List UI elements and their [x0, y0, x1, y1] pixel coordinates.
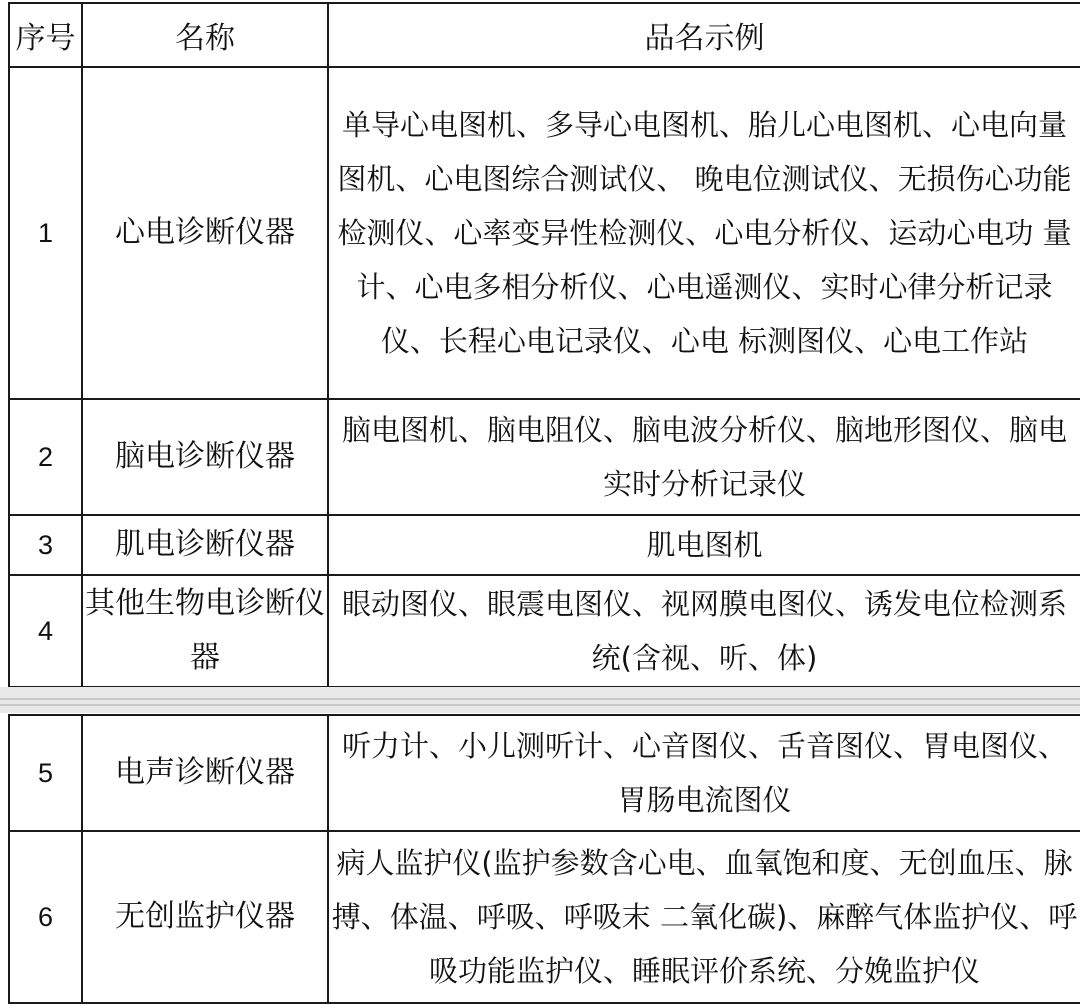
row-name: 电声诊断仪器	[82, 715, 328, 831]
row-name: 肌电诊断仪器	[82, 515, 328, 575]
table-row	[9, 399, 1080, 515]
row-examples: 眼动图仪、眼震电图仪、视网膜电图仪、诱发电位检测系统(含视、听、体)	[328, 575, 1080, 687]
table-row	[9, 715, 1080, 831]
header-name: 名称	[82, 3, 328, 67]
table-row	[9, 575, 1080, 687]
table-row	[9, 515, 1080, 575]
row-no: 5	[9, 715, 82, 831]
table-row	[9, 831, 1080, 1003]
row-examples: 单导心电图机、多导心电图机、胎儿心电图机、心电向量图机、心电图综合测试仪、 晚电位测试仪、无损伤心功能检测仪、心率变异性检测仪、心电分析仪、运动心电功 量计、心电多相分析仪、心电遥测仪、实时心律分析记录仪、长程心电记录仪、心电 标测图仪、心电工作站	[328, 67, 1080, 399]
table-header-row	[9, 3, 1080, 67]
row-name: 其他生物电诊断仪器	[82, 575, 328, 687]
device-table-part-2	[8, 714, 1080, 1004]
page-break-divider	[0, 687, 1080, 713]
row-name: 无创监护仪器	[82, 831, 328, 1003]
row-no: 3	[9, 515, 82, 575]
table-row	[9, 67, 1080, 399]
device-table-part-1	[8, 2, 1080, 688]
page-break-line	[0, 698, 1080, 700]
row-no: 4	[9, 575, 82, 687]
header-no: 序号	[9, 3, 82, 67]
row-examples: 病人监护仪(监护参数含心电、血氧饱和度、无创血压、脉搏、体温、呼吸、呼吸末 二氧化碳)、麻醉气体监护仪、呼吸功能监护仪、睡眠评价系统、分娩监护仪	[328, 831, 1080, 1003]
page-break-line	[0, 704, 1080, 706]
row-examples: 肌电图机	[328, 515, 1080, 575]
row-name: 脑电诊断仪器	[82, 399, 328, 515]
row-examples: 听力计、小儿测听计、心音图仪、舌音图仪、胃电图仪、胃肠电流图仪	[328, 715, 1080, 831]
row-no: 1	[9, 67, 82, 399]
row-name: 心电诊断仪器	[82, 67, 328, 399]
row-no: 6	[9, 831, 82, 1003]
header-examples: 品名示例	[328, 3, 1080, 67]
row-examples: 脑电图机、脑电阻仪、脑电波分析仪、脑地形图仪、脑电实时分析记录仪	[328, 399, 1080, 515]
row-no: 2	[9, 399, 82, 515]
